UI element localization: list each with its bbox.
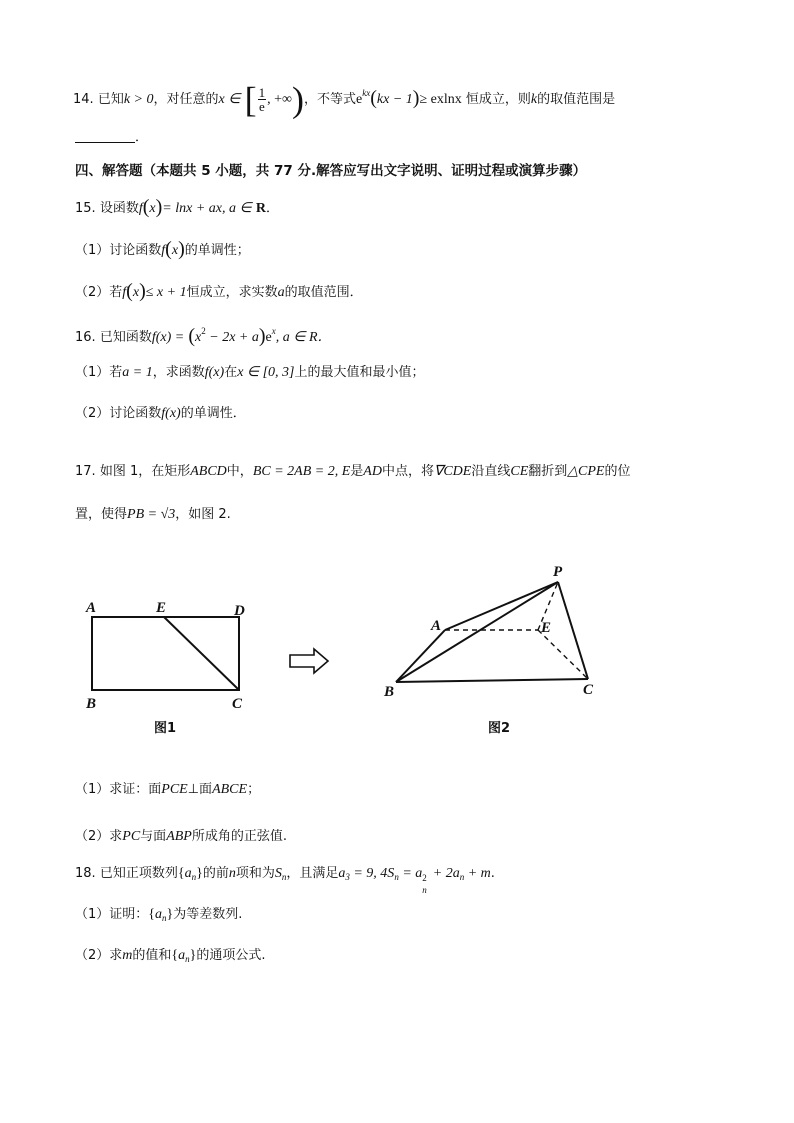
label-e: E bbox=[156, 600, 167, 616]
q17-part2: （2）求PC与面ABP所成角的正弦值. bbox=[75, 829, 287, 844]
label-c: C bbox=[232, 696, 243, 712]
section-heading: 四、解答题（本题共 5 小题，共 77 分.解答应写出文字说明、证明过程或演算步骤） bbox=[75, 163, 587, 179]
figure-2-pyramid bbox=[378, 560, 608, 705]
q17-stem-line2: 置，使得PB = √3，如图 2. bbox=[75, 507, 231, 522]
q14-fraction: $\frac{1}{e}$ bbox=[258, 85, 266, 114]
rect-abcd bbox=[92, 617, 239, 690]
label-e: E bbox=[541, 620, 552, 636]
q16-stem: 16. 已知函数$f(x) = (x^2 - 2x + a)e^x$, a ∈ R． bbox=[75, 325, 332, 347]
q18-stem: 18. 已知正项数列$\{a_n\}$的前n项和为$S_n$，且满足$a_3 = 9$, $4S_n = a$ 2 n + $2a_n + m$. bbox=[75, 866, 495, 895]
q14-number: 14. bbox=[73, 92, 94, 107]
q16-part2: （2）讨论函数f(x)的单调性． bbox=[75, 406, 246, 421]
label-d: D bbox=[234, 603, 245, 619]
q18-part2: （2）求m的值和$\{a_n\}$的通项公式. bbox=[75, 948, 266, 964]
label-a: A bbox=[86, 600, 97, 616]
q17-part1: （1）求证：面PCE⊥面ABCE； bbox=[75, 782, 261, 797]
label-b: B bbox=[384, 684, 395, 700]
q15-part2: （2）若f(x)≤ x + 1恒成立，求实数a的取值范围． bbox=[75, 280, 363, 302]
answer-blank bbox=[75, 130, 135, 143]
q15-part1: （1）讨论函数f(x)的单调性； bbox=[75, 238, 250, 260]
right-arrow-icon bbox=[288, 647, 332, 675]
q15-stem: 15. 设函数f(x)= lnx + ax, a ∈ R． bbox=[75, 196, 279, 218]
segment-ec bbox=[164, 617, 239, 690]
figure-1-caption: 图1 bbox=[154, 721, 177, 736]
label-b: B bbox=[86, 696, 97, 712]
q14-answer-line: ． bbox=[75, 127, 794, 149]
q14-line: 14. 已知k > 0，对任意的x ∈ [ $\frac{1}{e}$ , +∞)，不等式$e^{kx}(kx - 1)\ge exlnx$ 恒成立，则k的取值范围是 bbox=[73, 79, 616, 120]
q17-stem-line1: 17. 如图 1，在矩形ABCD中，BC = 2AB = 2, E是AD中点，将∇CDE沿直线CE翻折到△CPE的位 bbox=[75, 464, 631, 479]
figure-2-caption: 图2 bbox=[488, 721, 511, 736]
label-c: C bbox=[583, 682, 594, 698]
label-p: P bbox=[553, 564, 563, 580]
figure-1-rectangle bbox=[80, 595, 260, 715]
q16-part1: （1）若a = 1，求函数f(x)在x ∈ [0, 3]上的最大值和最小值； bbox=[75, 365, 425, 380]
q18-part1: （1）证明：$\{a_n\}$为等差数列. bbox=[75, 907, 243, 923]
label-a: A bbox=[431, 618, 442, 634]
